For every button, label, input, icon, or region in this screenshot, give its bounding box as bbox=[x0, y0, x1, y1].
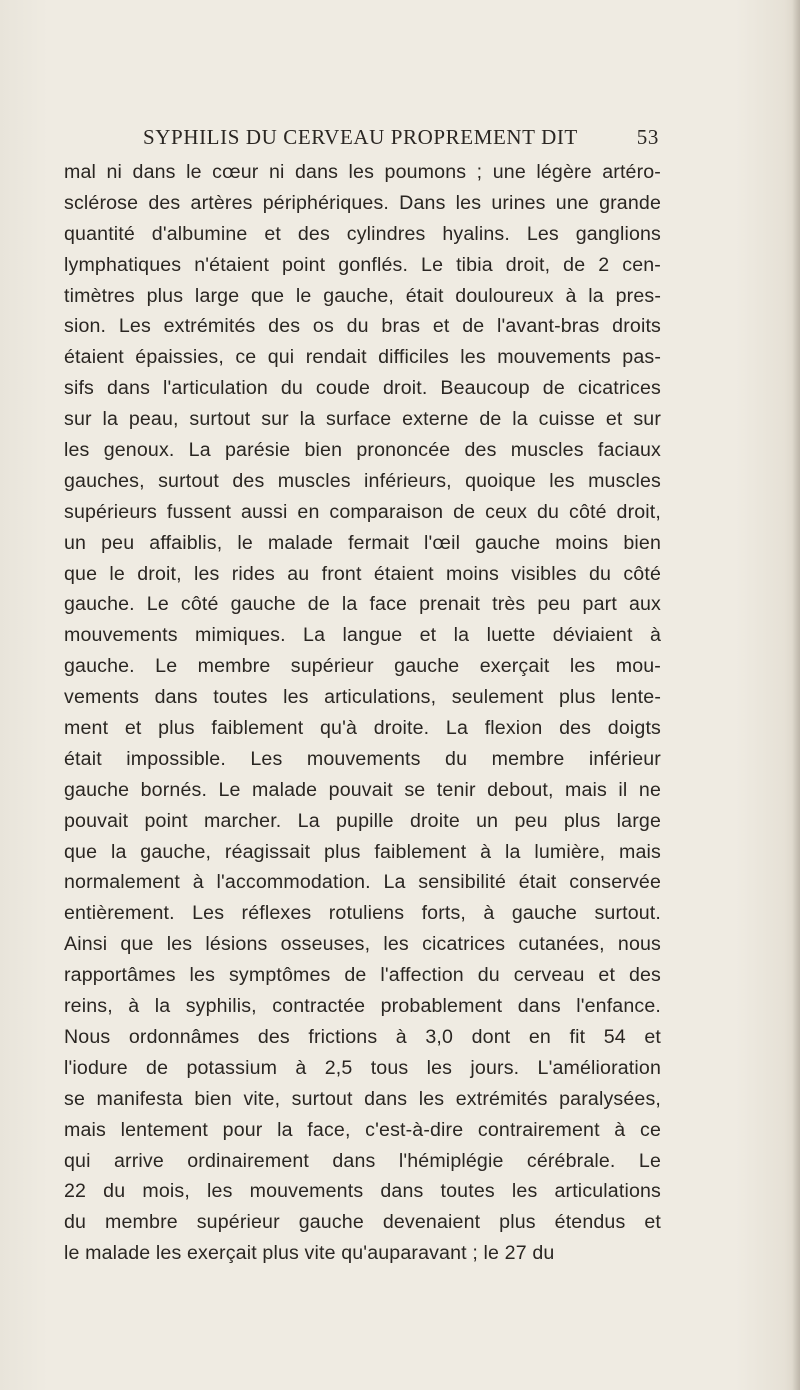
text-line: mais lentement pour la face, c'est-à-dire contrairement à ce bbox=[64, 1118, 661, 1141]
text-line: entièrement. Les réflexes rotuliens forts, à gauche surtout. bbox=[64, 902, 661, 925]
text-line: que le droit, les rides au front étaient moins visibles du côté bbox=[64, 562, 661, 585]
text-line: était impossible. Les mouvements du membre inférieur bbox=[64, 747, 661, 770]
text-line: sur la peau, surtout sur la surface externe de la cuisse et sur bbox=[64, 408, 661, 431]
text-line: le malade les exerçait plus vite qu'auparavant ; le 27 du bbox=[64, 1242, 555, 1265]
text-line: un peu affaiblis, le malade fermait l'œil gauche moins bien bbox=[64, 531, 661, 554]
page-edge-shadow bbox=[792, 0, 800, 1390]
text-line: 22 du mois, les mouvements dans toutes les articulations bbox=[64, 1180, 661, 1203]
text-line: du membre supérieur gauche devenaient plus étendus et bbox=[64, 1211, 661, 1234]
text-line: lymphatiques n'étaient point gonflés. Le tibia droit, de 2 cen- bbox=[64, 253, 661, 276]
text-line: pouvait point marcher. La pupille droite un peu plus large bbox=[64, 809, 661, 832]
text-line: rapportâmes les symptômes de l'affection du cerveau et des bbox=[64, 964, 661, 987]
text-line: se manifesta bien vite, surtout dans les extrémités paralysées, bbox=[64, 1087, 661, 1110]
text-line: les genoux. La parésie bien prononcée des muscles faciaux bbox=[64, 439, 661, 462]
text-line: gauche. Le membre supérieur gauche exerçait les mou- bbox=[64, 655, 661, 678]
text-line: l'iodure de potassium à 2,5 tous les jours. L'amélioration bbox=[64, 1056, 661, 1079]
text-line: mouvements mimiques. La langue et la luette déviaient à bbox=[64, 624, 661, 647]
text-line: qui arrive ordinairement dans l'hémiplégie cérébrale. Le bbox=[64, 1149, 661, 1172]
text-line: Ainsi que les lésions osseuses, les cicatrices cutanées, nous bbox=[64, 933, 661, 956]
text-line: normalement à l'accommodation. La sensibilité était conservée bbox=[64, 871, 661, 894]
body-text bbox=[64, 157, 661, 1269]
text-line: vements dans toutes les articulations, seulement plus lente- bbox=[64, 686, 661, 709]
text-line: ment et plus faiblement qu'à droite. La flexion des doigts bbox=[64, 717, 661, 740]
text-line: timètres plus large que le gauche, était douloureux à la pres- bbox=[64, 284, 661, 307]
text-line: étaient épaissies, ce qui rendait difficiles les mouvements pas- bbox=[64, 346, 661, 369]
text-line: gauche. Le côté gauche de la face prenait très peu part aux bbox=[64, 593, 661, 616]
text-line: que la gauche, réagissait plus faiblement à la lumière, mais bbox=[64, 840, 661, 863]
running-header bbox=[143, 122, 659, 152]
text-line: quantité d'albumine et des cylindres hyalins. Les ganglions bbox=[64, 222, 661, 245]
text-line: Nous ordonnâmes des frictions à 3,0 dont en fit 54 et bbox=[64, 1025, 661, 1048]
text-line: sifs dans l'articulation du coude droit. Beaucoup de cicatrices bbox=[64, 377, 661, 400]
running-title: SYPHILIS DU CERVEAU PROPREMENT DIT bbox=[143, 125, 578, 149]
text-line: reins, à la syphilis, contractée probablement dans l'enfance. bbox=[64, 995, 661, 1018]
text-line: gauche bornés. Le malade pouvait se tenir debout, mais il ne bbox=[64, 778, 661, 801]
page-number: 53 bbox=[636, 125, 659, 149]
text-line: sclérose des artères périphériques. Dans les urines une grande bbox=[64, 191, 661, 214]
text-line: gauches, surtout des muscles inférieurs, quoique les muscles bbox=[64, 469, 661, 492]
text-line: mal ni dans le cœur ni dans les poumons ; une légère artéro- bbox=[64, 161, 661, 183]
text-line: sion. Les extrémités des os du bras et de l'avant-bras droits bbox=[64, 315, 661, 338]
text-line: supérieurs fussent aussi en comparaison de ceux du côté droit, bbox=[64, 500, 661, 523]
